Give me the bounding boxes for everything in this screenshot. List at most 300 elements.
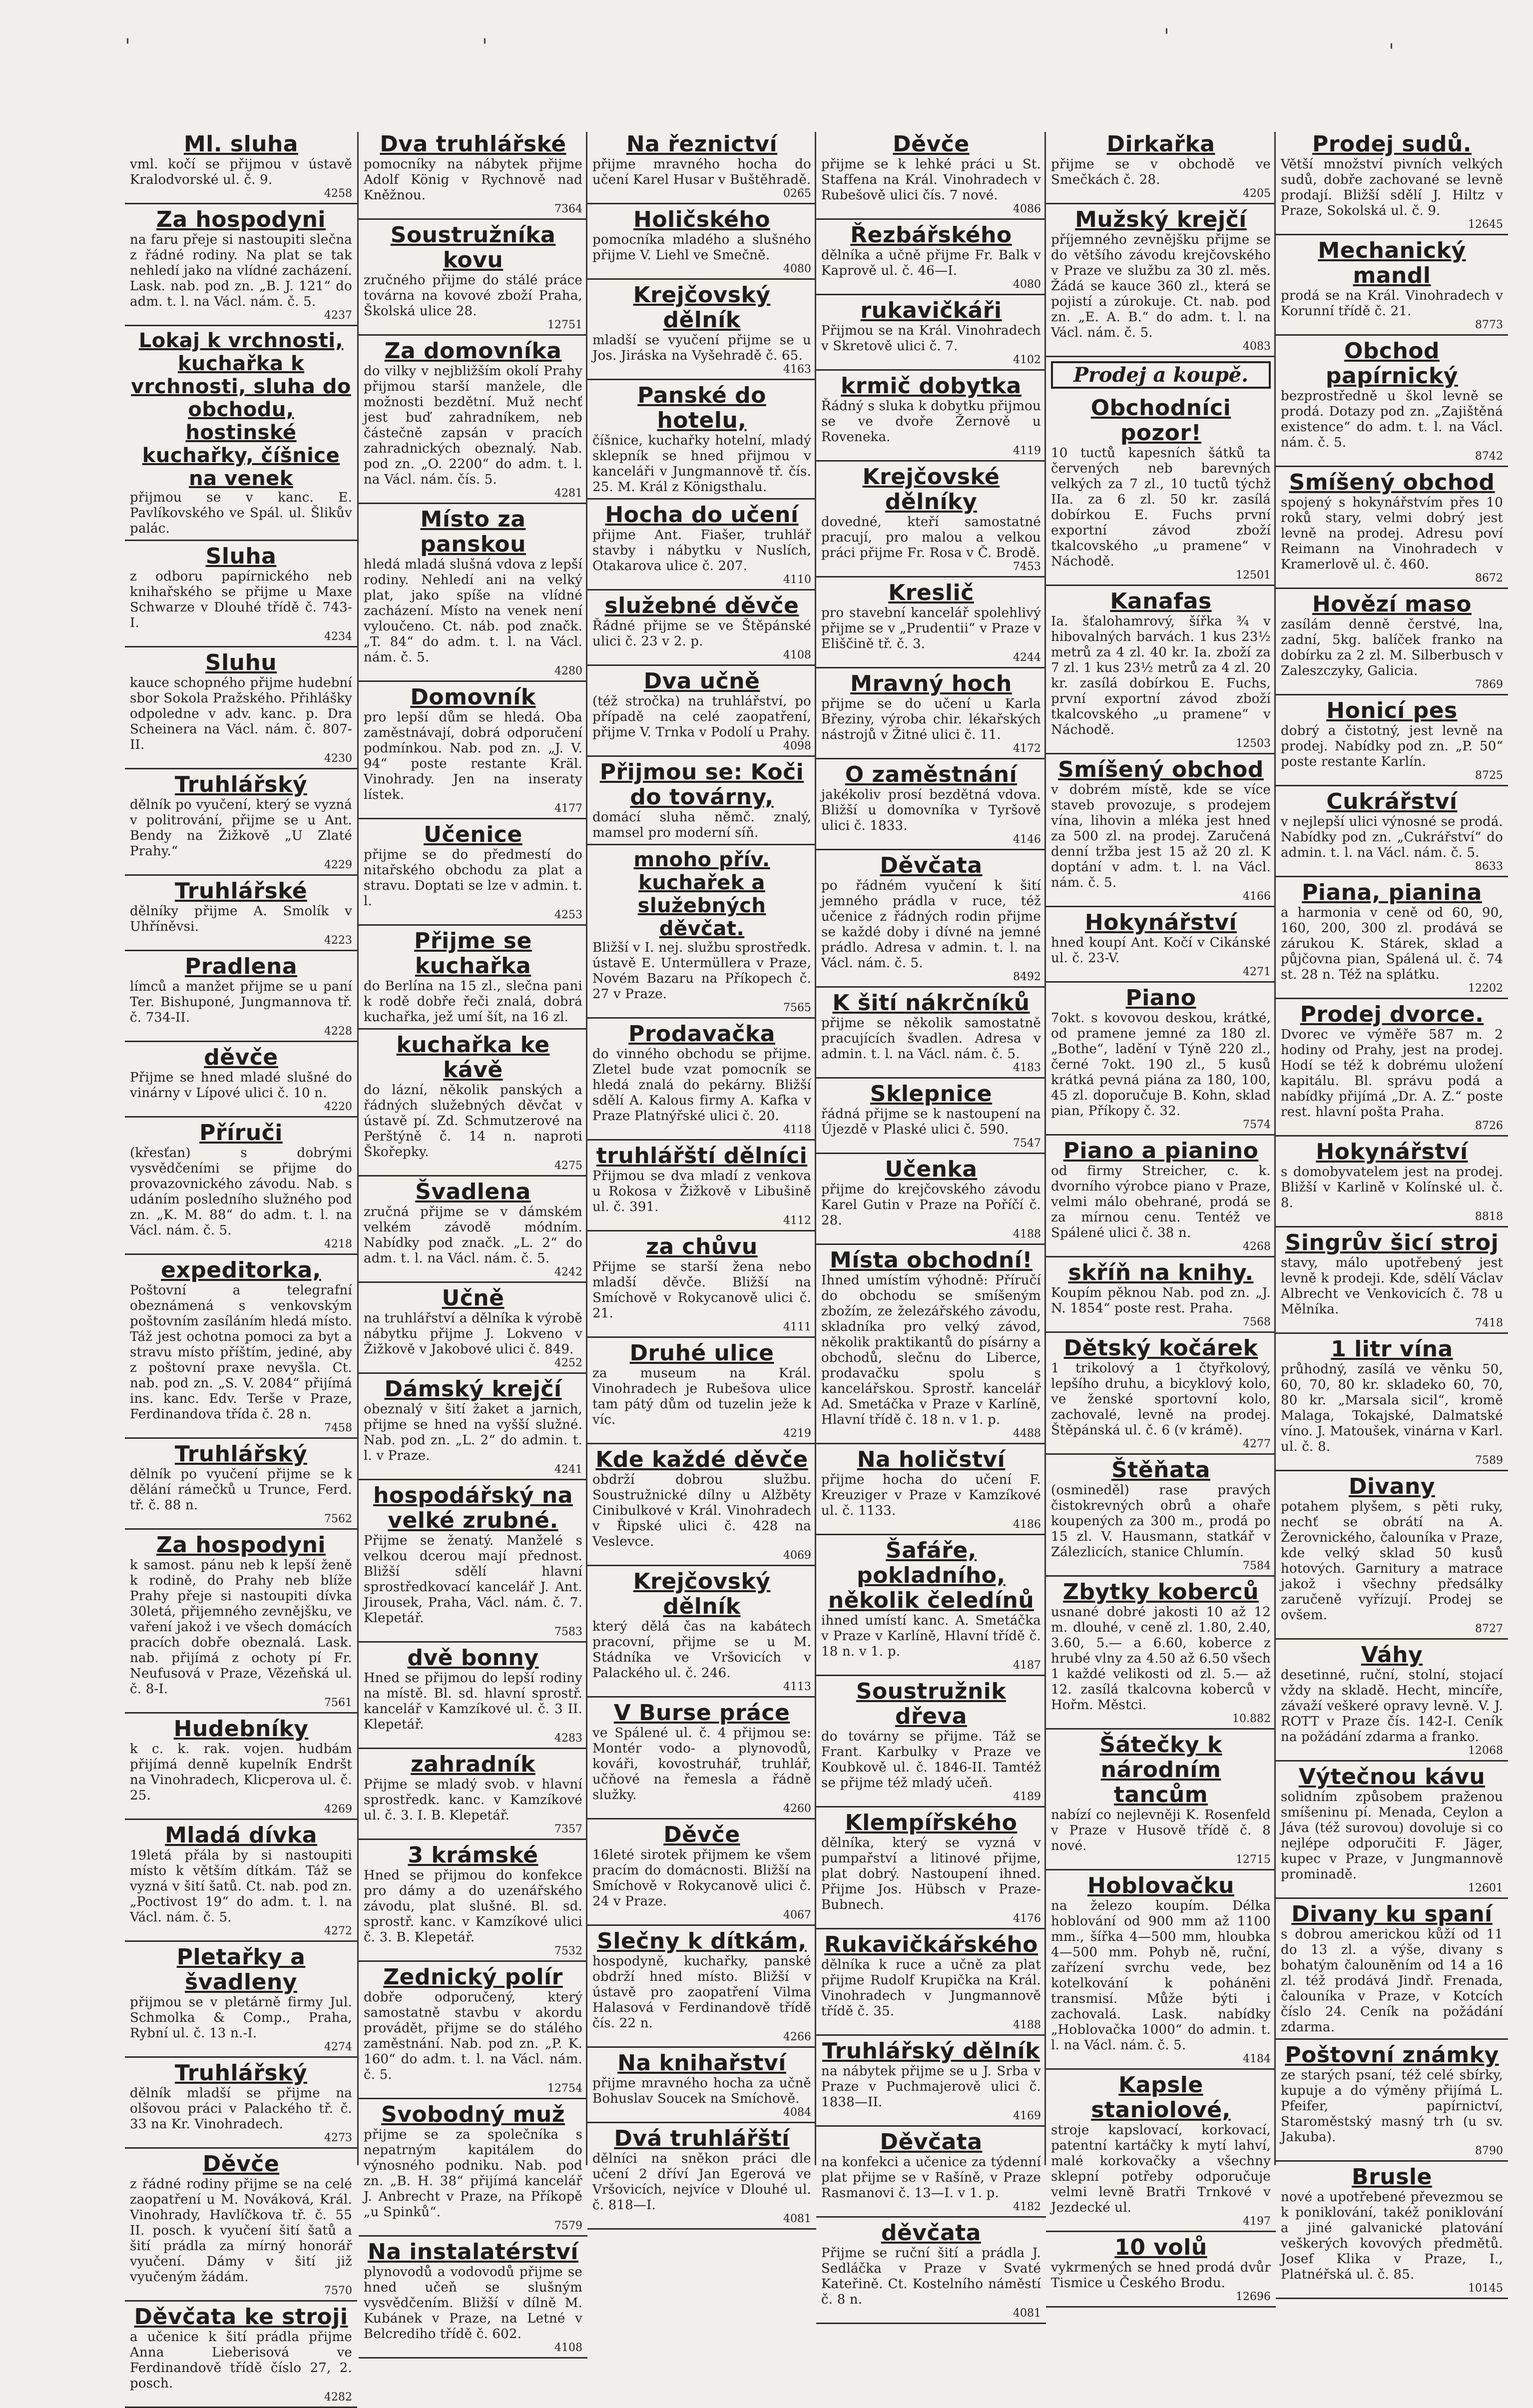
ad-text: dělníka k ruce a učně za plat přijme Rudolf Krupička na Král. Vinohradech v Jungmannově třídě č. 35. (821, 1957, 1041, 2019)
ad-text: spojený s hokynářstvím přes 10 roků stary, velmi dobrý jest levně na prodej. Adresu poví Reimann na Vinohradech v Kramerlově ul. č. 460. (1281, 495, 1503, 572)
ad-heading: V Burse práce (613, 1700, 790, 1726)
ad-number: 7584 (1243, 1560, 1271, 1572)
ad-heading: Za hospodyni (156, 207, 326, 232)
ad-number: 4488 (1013, 1427, 1041, 1440)
ad-number: 4176 (1013, 1912, 1041, 1925)
ad-number: 4241 (554, 1463, 582, 1476)
classified-ad (1046, 986, 1276, 1136)
ad-heading: Dětský kočárek (1063, 1335, 1258, 1361)
ad-number: 4275 (554, 1160, 582, 1172)
ad-heading: Zbytky koberců (1062, 1579, 1259, 1605)
ad-text: mladší se vyučení přijme se u Jos. Jiráska na Vyšehradě č. 65. (592, 333, 811, 363)
ad-text: v nejlepší ulici výnosné se prodá. Nabídky pod zn. „Cukrářství“ do admin. t. l. na Václ. nám. č. 5. (1281, 814, 1503, 860)
ad-heading: Hokynářství (1084, 910, 1237, 935)
ad-text: na konfekci a učenice za týdenní plat přijme se v Rašíně, v Praze Rasmanovi č. 13—I. v 1. p. (821, 2155, 1041, 2201)
classified-ad (1046, 589, 1276, 754)
classified-ad (359, 2240, 587, 2359)
ad-heading: Truhlářský (174, 772, 308, 797)
ad-text: Koupím pěknou Nab. pod zn. „J. N. 1854“ poste rest. Praha. (1051, 1285, 1271, 1316)
ad-text: na železo koupím. Délka hoblování od 900 mm až 1100 mm., šířka 4—500 mm, hloubka 4—500 mm. Pohyb ně, ruční, zařízení svrchu vede, bez kotelkování k poháněni transmisí. Může býti i zachovalá. Lask. nabídky „Hoblovačka 1000“ do admin. t. l. na Václ. nám. č. 5. (1051, 1898, 1271, 2053)
ad-number: 4172 (1013, 742, 1041, 755)
ad-heading: Panské do hotelu, (637, 383, 766, 433)
ad-text: číšnice, kuchařky hotelní, mladý sklepník se hned přijmou v kanceláři v Jungmannově tř. čís. 25. M. Král z Königsthalu. (592, 433, 811, 495)
ad-number: 4166 (1243, 890, 1271, 903)
ad-text: ze starých psaní, též celé sbírky, kupuje a do výměny přijímá L. Pfeifer, papírnictví, Staroměstský masný trh (u sv. Jakuba). (1281, 2068, 1503, 2145)
ad-text: pomocníky na nábytek přijme Adolf König v Rychnově nad Kněžnou. (364, 157, 582, 203)
ad-text: solidním způsobem praženou smíšeninu pí. Menada, Ceylon a Jáva (též surovou) dovoluje si co nejlépe odporučiti F. Jäger, kupec v Praze, v Jungmannově prominadě. (1281, 1790, 1503, 1882)
ad-heading: Krejčovský dělník (633, 282, 771, 333)
ad-heading: Prodej dvorce. (1300, 1002, 1484, 1027)
ad-number: 4188 (1013, 2019, 1041, 2031)
ad-text: (křesťan) s dobrými vysvědčeními se přijme do provazovnického závodu. Nab. s udáním posledního služného pod zn. „K. M. 88“ do adm. t. l. na Václ. nám. č. 5. (130, 1146, 352, 1238)
ad-text: Přijme se ženatý. Manželé s velkou dcerou mají přednost. Bližší sdělí hlavní sprostředkovací kancelář J. Ant. Jirousek, Praha, Václ. nám. č. 7. Klepetář. (364, 1533, 582, 1626)
classified-ad (587, 383, 816, 500)
ad-heading: 3 krámské (408, 1842, 538, 1868)
ad-text: dělníky přijme A. Smolík v Uhříněvsi. (130, 904, 352, 934)
ad-number: 4113 (783, 1681, 811, 1693)
ad-text: Přijme se ruční šití a prádla J. Sedláčka v Praze v Svaté Kateřině. Ct. Kostelního náměstí č. 8 n. (821, 2246, 1041, 2307)
ad-text: přijme se několik samostatně pracujících švadlen. Adresa v admin. t. l. na Václ. nám. č. 5. (821, 1016, 1041, 1062)
ad-text: zručného přijme do stálé práce továrna na kovové zboží Praha, Školská ulice 28. (364, 273, 582, 319)
ad-number: 4098 (783, 740, 811, 752)
ad-number: 4186 (1013, 1518, 1041, 1531)
ad-heading: Mechanický mandl (1318, 238, 1466, 288)
ad-heading: Singrův šicí stroj (1285, 1230, 1499, 1255)
ad-heading: Piano (1125, 985, 1196, 1011)
ad-number: 4219 (783, 1427, 811, 1440)
ad-heading: K šití nákrčníků (832, 990, 1030, 1016)
ad-heading: Mladá dívka (165, 1822, 317, 1848)
ad-number: 7583 (554, 1626, 582, 1638)
classified-ad (125, 650, 357, 769)
ad-heading: Kapsle staniolové, (1091, 2072, 1231, 2123)
ad-number: 7589 (1475, 1454, 1503, 1467)
ad-number: 4281 (554, 487, 582, 500)
ad-heading: Sluha (205, 544, 277, 569)
ad-number: 7364 (554, 203, 582, 215)
classified-ad (1276, 698, 1508, 786)
ad-number: 7568 (1243, 1316, 1271, 1328)
ad-number: 4266 (783, 2031, 811, 2043)
classified-ad (359, 339, 587, 504)
ad-number: 4182 (1013, 2201, 1041, 2213)
classified-ad (1276, 1337, 1508, 1471)
classified-ad (359, 685, 587, 819)
classified-ad (587, 132, 816, 204)
classified-ad (125, 2061, 357, 2149)
ad-text: zručná přijme se v dámském velkém závodě módním. Nabídky pod značk. „L. 2“ do adm. t. l. na Václ. nám. č. 5. (364, 1204, 582, 1266)
ad-text: Přijmou se na Král. Vinohradech v Skretově ulici č. 7. (821, 323, 1041, 354)
ad-number: 7562 (324, 1513, 352, 1525)
classified-ad (587, 1144, 816, 1231)
ad-number: 4282 (324, 2391, 352, 2404)
ad-heading: Příruči (199, 1120, 283, 1146)
ad-heading: Prodej sudů. (1312, 131, 1472, 157)
ad-text: Hned se přijmou do konfekce pro dámy a do uzenářského závodu, plat slušné. Bl. sd. sprostř. kanc. v Kamzíkové ulici č. 3. B. Klepetář. (364, 1868, 582, 1945)
ad-number: 8742 (1475, 450, 1503, 463)
ad-number: 4080 (783, 263, 811, 275)
ad-text: do továrny se přijme. Táž se Frant. Karbulky v Praze ve Koubkově ul. č. 1846-II. Tamtéž se přijme též mladý učeň. (821, 1729, 1041, 1791)
classified-ad (816, 762, 1046, 850)
ad-text: přijme mravného hocha za učně Bohuslav Soucek na Smíchově. (592, 2076, 811, 2106)
ad-heading: rukavičkáři (860, 298, 1002, 323)
ad-text: zasílám denně čerstvé, lna, zadní, 5kg. balíček franko na dobírku za 2 zl. M. Silberbusch v Zaleszczyky, Galicia. (1281, 617, 1503, 678)
ad-heading: Přijme se kuchařka (414, 928, 532, 979)
ad-number: 7570 (324, 2285, 352, 2297)
classified-ad (359, 507, 587, 682)
classified-ad (587, 1447, 816, 1566)
ad-text: dělníka, který se vyzná v pumpařství a litinové přijme, plat dobrý. Nastoupení ihned. Přijme Jos. Hübsch v Praze-Bubnech. (821, 1835, 1041, 1912)
ad-text: přijme se k lehké práci u St. Staffena na Král. Vinohradech v Rubešově ulici čís. 7 nové. (821, 157, 1041, 203)
ad-number: 4277 (1243, 1438, 1271, 1450)
ad-number: 12715 (1236, 1853, 1271, 1866)
scan-mark: ' (482, 35, 488, 58)
ad-heading: Smíšený obchod (1058, 757, 1264, 782)
classified-ad (1046, 1336, 1276, 1455)
ad-heading: Honicí pes (1326, 698, 1458, 723)
classified-ad (587, 1701, 816, 1819)
ad-number: 4220 (324, 1101, 352, 1113)
ad-heading: Obchodníci pozor! (1090, 395, 1231, 446)
ad-text: Větší množství pivních velkých sudů, dobře zachované se levně prodají. Bližší sdělí J. Hiltz v Praze, Sokolská ul. č. 9. (1281, 157, 1503, 218)
ad-text: přijme mravného hocha do učení Karel Husar v Buštěhradě. (592, 157, 811, 187)
ad-number: 7869 (1475, 678, 1503, 691)
classified-ad (125, 207, 357, 326)
ad-text: na nábytek přijme se u J. Srba v Praze v Puchmajerově ulici č. 1838—II. (821, 2064, 1041, 2110)
ad-text: dělníci na sněkon práci dle učení 2 dříví Jan Egerová ve Vršovicích, nejvíce v Dlouhé ul. č. 818—I. (592, 2151, 811, 2213)
classified-ad (1046, 207, 1276, 357)
ad-heading: Za domovníka (384, 338, 562, 364)
ad-number: 7547 (1013, 1137, 1041, 1150)
ad-heading: Ml. sluha (183, 131, 298, 157)
ad-number: 4080 (1013, 278, 1041, 291)
ad-text: pro stavební kancelář spolehlivý přijme se v „Prudentii“ v Praze v Eliščině tř. č. 3. (821, 605, 1041, 651)
classified-ad (125, 132, 357, 204)
ad-number: 8492 (1013, 971, 1041, 983)
ad-heading: O zaměstnání (845, 762, 1018, 787)
classified-ad (587, 283, 816, 380)
ad-number: 8727 (1475, 1623, 1503, 1635)
classified-ad (1276, 2043, 1508, 2162)
ad-number: 12601 (1468, 1882, 1503, 1894)
ad-number: 10.882 (1232, 1713, 1271, 1725)
classified-ad (1276, 1765, 1508, 1899)
ad-heading: Přijmou se: Koči do továrny, (599, 759, 804, 810)
ad-number: 4271 (1243, 966, 1271, 978)
ad-text: stroje kapslovací, korkovací, patentní kartáčky k mytí lahví, malé korkovačky a všechny sklepní potřeby odporučuje velmi levně Bratři Trnkové v Jezdecké ul. (1051, 2123, 1271, 2215)
ad-heading: Hokynářství (1316, 1139, 1468, 1165)
classified-ad (1046, 1458, 1276, 1577)
ad-heading: děvčata (881, 2220, 982, 2246)
ad-heading: Brusle (1352, 2164, 1432, 2190)
ad-number: 4081 (1013, 2307, 1041, 2320)
ad-heading: Místo za panskou (420, 507, 526, 557)
ad-text: k c. k. rak. vojen. hudbám přijímá denně kupelník Endršt na Vinohradech, Klicperova ul. č. 25. (130, 1742, 352, 1803)
classified-ad (1276, 1643, 1508, 1762)
ad-number: 4280 (554, 665, 582, 677)
classified-ad (359, 1033, 587, 1177)
ad-number: 4110 (783, 574, 811, 586)
ad-text: přijmou se v pletárně firmy Jul. Schmolka & Comp., Praha, Rybní ul. č. 13 n.-I. (130, 1995, 352, 2041)
ad-text: dobře odporučený, který samostatně stavbu v akordu provádět, přijme se do stálého zaměstnání. Nab. pod zn. „P. K. 160“ do adm. t. l. na Václ. nám. č. 5. (364, 1990, 582, 2082)
ad-number: 12754 (547, 2082, 582, 2095)
ad-text: přijme do krejčovského závodu Karel Gutin v Praze na Poříčí č. 28. (821, 1182, 1041, 1228)
classified-ad (1046, 910, 1276, 983)
ad-heading: Domovník (410, 684, 536, 710)
ad-text: přijme se do učení u Karla Březiny, výroba chir. lékařských nástrojů v Žitné ulici č. 11. (821, 696, 1041, 742)
classified-ad (359, 1843, 587, 1962)
ad-number: 12645 (1468, 218, 1503, 231)
classified-ad (359, 1286, 587, 1374)
ad-text: obdrží dobrou službu. Soustružnické dílny u Alžběty Cinibulkové v Král. Vinohradech v Řipské ulici č. 428 na Veslevce. (592, 1472, 811, 1549)
ad-heading: Hocha do učení (605, 502, 799, 528)
ad-number: 4244 (1013, 651, 1041, 664)
ad-number: 4189 (1013, 1791, 1041, 1803)
ad-number: 4163 (783, 363, 811, 376)
ad-text: dělník mladší se přijme na olšovou práci v Palackého tř. č. 33 na Kr. Vinohradech. (130, 2086, 352, 2132)
ad-text: hned koupí Ant. Kočí v Cikánské ul. č. 23-V. (1051, 935, 1271, 966)
ad-text: dobrý a čistotný, jest levně na prodej. Nabídky pod zn. „P. 50“ poste restante Karlín. (1281, 723, 1503, 769)
classified-ad (1276, 592, 1508, 695)
ad-text: do lázní, několik panských a řádných služebných děvčat v ústavě pí. Zd. Schmutzerové na Perštýně č. 14 n. naproti Škořepky. (364, 1083, 582, 1160)
ad-heading: Svobodný muž (381, 2102, 565, 2127)
classified-ad (125, 954, 357, 1042)
classified-ad (125, 1717, 357, 1820)
classified-ad (1276, 789, 1508, 877)
classified-ad (816, 132, 1046, 220)
classified-ad (359, 1483, 587, 1643)
ad-heading: Truhlářský (174, 1441, 308, 1467)
ad-text: přijmou se v kanc. E. Pavlíkovského ve Spál. ul. Šlikův palác. (130, 490, 352, 536)
classified-ad (125, 1945, 357, 2058)
ad-text: jakékoliv prosí bezdětná vdova. Bližší u domovníka v Tyršově ulici č. 1833. (821, 787, 1041, 833)
ad-heading: Váhy (1361, 1642, 1423, 1668)
classified-ad (359, 1180, 587, 1283)
ad-text: Řádné přijme se ve Štěpánské ulici č. 23 v 2. p. (592, 618, 811, 649)
classified-ad (816, 1248, 1046, 1444)
classified-ad (816, 298, 1046, 371)
ad-heading: skříň na knihy. (1068, 1260, 1254, 1285)
ad-number: 4102 (1013, 354, 1041, 366)
ad-number: 4197 (1243, 2215, 1271, 2228)
classified-ad (359, 1646, 587, 1749)
classified-ad (587, 2051, 816, 2123)
ad-heading: Piano a pianino (1063, 1138, 1259, 1164)
ad-text: Poštovní a telegrafní obeznámená s venkovským poštovním zasíláním hledá místo. Táž jest ochotna pomoci za byt a stravu místo příštím, jediné, aby z poštovní praxe nevyšla. Ct. nab. pod zn. „S. V. 2084“ přijímá ins. kanc. Edv. Terše v Praze, Ferdinandova třída č. 28 n. (130, 1283, 352, 1422)
ad-heading: Dvá truhlářští (614, 2126, 790, 2151)
classified-ad (587, 1929, 816, 2048)
ad-heading: Děvčata ke stroji (134, 2304, 348, 2330)
ad-heading: Prodavačka (628, 1021, 775, 1047)
ad-number: 4083 (1243, 340, 1271, 353)
ad-heading: Obchod papírnický (1326, 338, 1458, 389)
ad-heading: Děvčata (880, 853, 983, 878)
classified-ad (816, 671, 1046, 759)
ad-number: 4086 (1013, 203, 1041, 215)
scan-mark: ' (125, 35, 130, 58)
ad-number: 7357 (554, 1823, 582, 1835)
classified-ad (1046, 1580, 1276, 1730)
ad-text: Ia. šťalohamrový, šířka ¾ v hibovalných barvách. 1 kus 23½ metrů za 4 zl. 40 kr. Ia. zboží za 7 zl. 1 kus 23½ metrů za 4 zl. 20 kr. zasílá dobírkou E. Fuchs, první exportní závod zboží tkalcovského „u pramene“ v Náchodě. (1051, 614, 1271, 737)
ad-number: 4283 (554, 1732, 582, 1745)
ad-number: 4237 (324, 309, 352, 322)
classified-ad (1046, 132, 1276, 204)
ad-number: 4260 (783, 1803, 811, 1815)
column-2 (357, 131, 587, 2354)
classified-ad (359, 223, 587, 336)
ad-heading: Na knihařství (617, 2050, 786, 2076)
ad-heading: krmič dobytka (841, 373, 1022, 399)
ad-text: s domobyvatelem jest na prodej. Bližší v Karlině v Kolínské ul. č. 8. (1281, 1165, 1503, 1210)
ad-number: 4119 (1013, 445, 1041, 457)
ad-heading: Řezbářského (850, 222, 1012, 248)
ad-text: k samost. pánu neb k lepší ženě k rodině, do Prahy neb blíže Prahy přeje si nastoupiti dívka 30letá, přijemného zevnějšku, ve vaření jakož i ve všech domácích pracích dobře obeznalá. Lask. nab. přijímá z ochoty pí Fr. Neufusová v Praze, Vězeňská ul. č. 8-I. (130, 1558, 352, 1697)
classified-ad (1276, 132, 1508, 235)
classified-ad (816, 223, 1046, 295)
ad-number: 4273 (324, 2132, 352, 2144)
ad-text: Přijmou se dva mladí z venkova u Rokosa v Žižkově v Libušině ul. č. 391. (592, 1169, 811, 1214)
classified-ad (359, 132, 587, 220)
classified-ad (125, 544, 357, 647)
ad-number: 4081 (783, 2213, 811, 2225)
ad-text: na faru přeje si nastoupiti slečna z řádné rodiny. Na plat se tak nehledí jako na vlídné zacházení. Lask. nab. pod zn. „B. J. 121“ do adm. t. l. na Václ. nám. č. 5. (130, 232, 352, 309)
ad-number: 4184 (1243, 2053, 1271, 2065)
ad-text: Řádný s sluka k dobytku přijmou se ve dvoře Žernově u Roveneka. (821, 399, 1041, 445)
ad-text: hledá mladá slušná vdova z lepší rodiny. Nehledí ani na velký plat, jako spíše na vlídné zacházení. Místo na venek není vyloučeno. Ct. náb. pod značk. „T. 84“ do adm. t. l. na Václ. nám. č. 5. (364, 557, 582, 665)
ad-number: 7565 (783, 1002, 811, 1014)
ad-heading: 10 volů (1114, 2235, 1207, 2260)
ad-number: 4242 (554, 1266, 582, 1278)
ad-heading: Cukrářství (1326, 789, 1458, 814)
classified-ad (125, 1533, 357, 1714)
ad-number: 7418 (1475, 1317, 1503, 1329)
ad-number: 4230 (324, 752, 352, 765)
ad-heading: Sklepnice (870, 1081, 993, 1107)
ad-text: z řádné rodiny přijme se na celé zaopatření u M. Nováková, Král. Vinohrady, Havlíčkova tř. č. 55 II. posch. k vyučení šití šatů a šití prádla za mírný honorář vyučení. Dámy v šití již vyučeným žádám. (130, 2177, 352, 2285)
ad-text: usnané dobré jakosti 10 až 12 m. dlouhé, v ceně zl. 1.80, 2.40, 3.60, 5.— a 6.60, koberce z hrubé vlny za 4.50 až 6.50 všech 1 každé velikosti od zl. 5.— až 12. zasílá tkalcovna koberců v Hořm. Městci. (1051, 1605, 1271, 1713)
ad-text: dělník po vyučení, který se vyzná v politrování, přijme se u Ant. Bendy na Žižkově „U Zlaté Prahy.“ (130, 797, 352, 859)
ad-heading: Klempířského (845, 1810, 1018, 1835)
classified-ad (1276, 1230, 1508, 1334)
ad-heading: Děvče (893, 131, 970, 157)
ad-text: dělník po vyučení přijme se k dělání rámečků u Trunce, Ferd. tř. č. 88 n. (130, 1467, 352, 1513)
ad-heading: Pletařky a švadleny (176, 1944, 306, 1995)
ad-text: pro lepší dům se hledá. Oba zaměstnávají, dobrá odporučení podmínkou. Nab. pod zn. „J. V. 94“ poste restante Kräl. Vinohrady. Jen na inseraty lístek. (364, 710, 582, 802)
classified-ad (125, 2305, 357, 2408)
classified-ad (587, 669, 816, 757)
ad-number: 4253 (554, 909, 582, 921)
ad-number: 4187 (1013, 1659, 1041, 1672)
ad-text: přijme hocha do učení F. Kreuziger v Praze v Kamzíkové ul. č. 1133. (821, 1472, 1041, 1518)
ad-text: nabízí co nejlevněji K. Rosenfeld v Praze v Husově třídě č. 8 nové. (1051, 1807, 1271, 1853)
ad-heading: Divany ku spaní (1291, 1901, 1493, 1927)
ad-number: 12501 (1236, 569, 1271, 582)
ad-text: prodá se na Král. Vinohradech v Korunní třídě č. 21. (1281, 288, 1503, 319)
classified-ad (816, 2039, 1046, 2127)
column-3 (586, 131, 816, 2225)
ad-number: 4234 (324, 630, 352, 643)
ad-text: přijme Ant. Fiašer, truhlář stavby i nábytku v Nuslích, Otakarova ulice č. 207. (592, 528, 811, 574)
ad-heading: Děvče (202, 2151, 280, 2177)
ad-text: obeznalý v šití žaket a jarnich, přijme se hned na vyšší služné. Nab. pod zn. „L. 2“ do admin. t. l. v Praze. (364, 1402, 582, 1463)
classified-ad (125, 1823, 357, 1942)
ad-number: 8725 (1475, 769, 1503, 782)
ad-heading: hospodářský na velké zrubné. (373, 1483, 573, 1533)
classified-ad (125, 1121, 357, 1255)
classified-ad (816, 1679, 1046, 1807)
ad-text: na truhlářství a dělníka k výrobě nábytku přijme J. Lokveno v Žižkově v Jakobové ulici č. 849. (364, 1311, 582, 1357)
ad-text: pomocníka mladého a slušného přijme V. Liehl ve Smečně. (592, 232, 811, 263)
ad-text: plynovodů a vodovodů přijme se hned učeň se slušným vysvědčením. Bližší v dílně M. Kubánek v Praze, na Letné v Belcrediho třídě č. 602. (364, 2265, 582, 2342)
ad-heading: 1 litr vína (1331, 1336, 1453, 1362)
ad-text: do vilky v nejbližším okolí Prahy přijmou starší manžele, dle možnosti bezdětní. Muž nechť jest buď zahradníkem, neb částečně zapsán v pracích zahradnických obeznalý. Nab. pod zn. „O. 2200“ do adm. t. l. na Václ. nám. čís. 5. (364, 364, 582, 487)
ad-text: do vinného obchodu se přijme. Zletel bude vzat pomocník se hledá znalá do pekárny. Bližší sdělí A. Kalous firmy A. Kafka v Praze Platnýřské ulici č. 20. (592, 1047, 811, 1124)
ad-text: vykrmených se hned prodá dvůr Tismice u Českého Brodu. (1051, 2260, 1271, 2291)
ad-number: 12068 (1468, 1745, 1503, 1757)
classified-ad (816, 581, 1046, 668)
classified-ad (587, 207, 816, 280)
ad-number: 12751 (547, 319, 582, 331)
ad-heading: Slečny k dítkám, (597, 1928, 807, 1954)
ad-heading: Učenice (424, 822, 522, 847)
ad-text: a harmonia v ceně od 60, 90, 160, 200, 300 zl. prodává se zárukou K. Stárek, sklad a půjčovna pian, Spálená ul. č. 74 st. 28 n. Též na splátku. (1281, 905, 1503, 982)
ad-text: přijme se v obchodě ve Smečkách č. 28. (1051, 157, 1271, 187)
classified-ad (1046, 2235, 1276, 2308)
ad-text: příjemného zevnějšku přijme se do většího závodu krejčovského v Praze ve službu za 30 zl. měs. Žádá se kauce 360 zl., která se pojistí a zúrokuje. Ct. nab. pod zn. „E. A. B.“ do adm. t. l. na Václ. nám. č. 5. (1051, 232, 1271, 340)
classified-ad (359, 1377, 587, 1480)
ad-heading: expeditorka, (161, 1257, 321, 1283)
column-1 (125, 131, 357, 2404)
ad-heading: Soustružníka kovu (390, 222, 556, 273)
ad-heading: děvče (204, 1045, 278, 1070)
ad-text: s dobrou americkou kůží od 11 do 13 zl. a výše, divany s bohatým čalouněním od 14 a 16 zl. též prodává Jindř. Frenada, čalouníka v Praze, v Kotcích číslo 24. Ceník na požádání zdarma. (1281, 1927, 1503, 2035)
ad-text: Přijme se hned mladé slušné do vinárny v Lípové ulici č. 10 n. (130, 1070, 352, 1101)
ad-number: 4067 (783, 1909, 811, 1921)
classified-ad (816, 465, 1046, 578)
ad-heading: Holičského (633, 207, 770, 232)
ad-text: stavy, málo upotřebený jest levně k prodeji. Kde, sdělí Václav Albrecht ve Venkovicích č. 78 u Mělníka. (1281, 1255, 1503, 1317)
ad-text: nové a upotřebené převezmou se k poniklování, takéž poniklování a jiné galvanické platování veškerých kovových předmětů. Josef Klika v Praze, I., Platnéřská ul. č. 85. (1281, 2190, 1503, 2282)
ad-heading: Šátečky k národním tancům (1099, 1732, 1222, 1807)
ad-heading: Šafáře, pokladního, několik čeledínů (828, 1538, 1034, 1613)
classified-ad (1276, 880, 1508, 999)
classified-ad (816, 1082, 1046, 1154)
ad-heading: truhlářští dělníci (596, 1143, 808, 1169)
ad-heading: Piana, pianina (1302, 880, 1482, 905)
ad-text: 19letá přála by si nastoupiti místo k větším dítkám. Táž se vyzná v šití šatů. Ct. nab. pod zn. „Poctivost 19“ do adm. t. l. na Václ. nám. č. 5. (130, 1848, 352, 1925)
ad-text: v dobrém místě, kde se více staveb provozuje, s prodejem vína, lihovin a mléka jest hned za 500 zl. na prodej. Zaručená denní tržba jest 15 až 20 zl. K doptání v adm. t. l. na Václ. nám. č. 5. (1051, 782, 1271, 890)
ad-text: 1 trikolový a 1 čtyřkolový, lepšího druhu, a bicyklový kolo, ve ženské sportovní kolo, zachovalé, levně na prodej. Štěpánská ul. č. 6 (v krámě). (1051, 1361, 1271, 1438)
ad-heading: mnoho přív. kuchařek a služebných děvčat. (633, 848, 770, 940)
column-4 (815, 131, 1046, 2320)
classified-ad (1046, 757, 1276, 907)
ad-heading: Za hospodyni (156, 1532, 326, 1558)
ad-heading: Kde každé děvče (595, 1447, 808, 1472)
classified-ad (587, 1234, 816, 1338)
ad-number: 7574 (1243, 1119, 1271, 1131)
classified-ad (587, 1022, 816, 1141)
ad-heading: Dva truhlářské (380, 131, 566, 157)
ad-number: 4177 (554, 802, 582, 815)
ad-number: 4252 (554, 1357, 582, 1369)
ad-heading: Mravný hoch (850, 671, 1012, 696)
ad-number: 7453 (1013, 561, 1041, 573)
ad-text: ihned umístí kanc. A. Smetáčka v Praze v Karlíně, Hlavní třídě č. 18 n. v 1. p. (821, 1613, 1041, 1659)
ad-number: 12503 (1236, 737, 1271, 750)
ad-heading: Pradlena (184, 954, 298, 979)
ad-number: 4218 (324, 1238, 352, 1250)
ad-number: 4258 (324, 187, 352, 200)
